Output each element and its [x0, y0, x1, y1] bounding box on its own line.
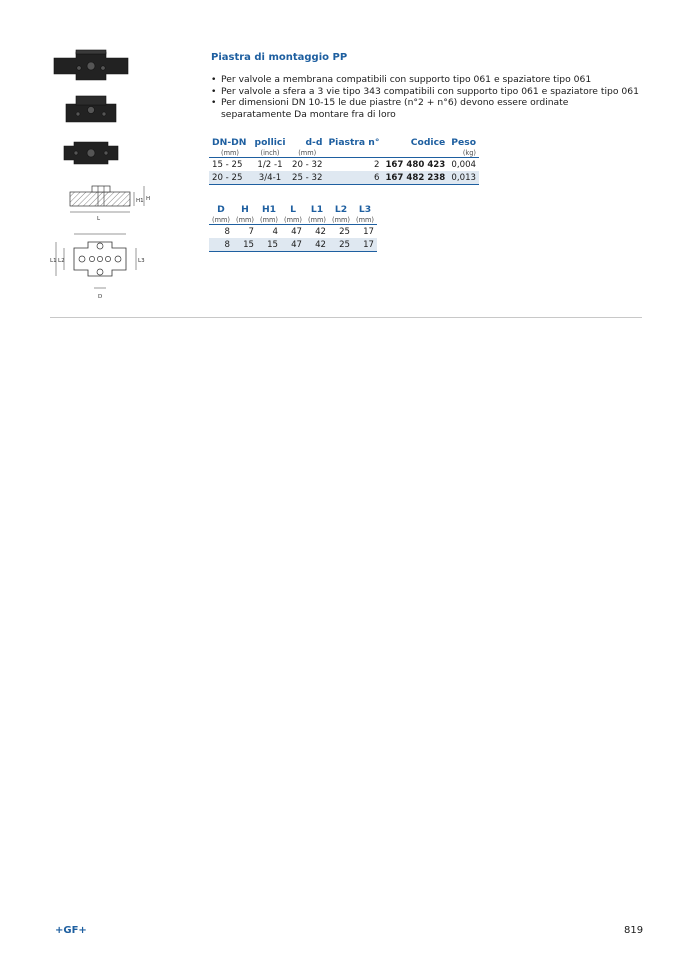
- top-label-l2: L2: [58, 258, 65, 264]
- col-header-dd: d-d: [305, 136, 323, 148]
- page-number: 819: [624, 925, 644, 936]
- cell-piastra: 6: [325, 171, 382, 185]
- unit-cell: (mm): [281, 215, 305, 225]
- col-header-piastra: Piastra n°: [328, 136, 380, 148]
- top-label-l1: L1: [50, 258, 57, 264]
- unit-cell: [382, 148, 448, 158]
- cell-l1: 42: [305, 238, 329, 252]
- feature-item: • Per valvole a sfera a 3 vie tipo 343 compatibili con supporto tipo 061 e spaziatore tipo 061: [211, 86, 641, 98]
- cell-d: 8: [209, 238, 233, 252]
- top-view-drawing: [48, 228, 148, 306]
- cell-peso: 0,013: [448, 171, 479, 185]
- col-header-dn: DN-DN: [212, 136, 247, 148]
- cell-peso: 0,004: [451, 159, 477, 170]
- unit-cell: (mm): [329, 215, 353, 225]
- top-label-d: D: [98, 294, 103, 300]
- cell-h1: 15: [257, 238, 281, 252]
- col-header-l2: L2: [334, 203, 348, 215]
- col-header-peso: Peso: [451, 136, 477, 148]
- col-header-l3: L3: [358, 203, 372, 215]
- dimensions-table: [209, 203, 377, 252]
- unit-cell: (mm): [233, 215, 257, 225]
- section-title: Piastra di montaggio PP: [211, 52, 348, 63]
- section-divider: [50, 317, 642, 318]
- gf-logo: +GF+: [55, 925, 87, 936]
- unit-cell: (kg): [448, 148, 479, 158]
- col-header-d: D: [217, 203, 225, 215]
- col-header-l1: L1: [310, 203, 324, 215]
- feature-list: [211, 74, 641, 120]
- cell-h1: 4: [272, 226, 278, 237]
- top-label-l3: L3: [138, 258, 145, 264]
- col-header-h1: H1: [261, 203, 277, 215]
- col-header-pollici: pollici: [254, 136, 286, 148]
- unit-cell: (mm): [209, 148, 251, 158]
- unit-cell: (mm): [209, 215, 233, 225]
- col-header-h: H: [241, 203, 249, 215]
- cell-dd: 25 - 32: [289, 171, 325, 185]
- cell-codice: 167 482 238: [382, 171, 448, 185]
- side-label-l: L: [97, 216, 101, 222]
- side-label-h: H: [146, 196, 151, 202]
- unit-cell: (mm): [289, 148, 325, 158]
- cell-dn: 15 - 25: [212, 159, 243, 170]
- table-row: [209, 238, 377, 252]
- cell-h: 15: [233, 238, 257, 252]
- table-row: [209, 158, 479, 172]
- cell-codice: 167 480 423: [385, 159, 446, 170]
- cell-dn: 20 - 25: [209, 171, 251, 185]
- side-view-drawing: [60, 178, 160, 226]
- unit-cell: (mm): [305, 215, 329, 225]
- col-header-l: L: [290, 203, 296, 215]
- unit-cell: (inch): [251, 148, 289, 158]
- unit-cell: (mm): [353, 215, 377, 225]
- cell-d: 8: [224, 226, 230, 237]
- cell-l3: 17: [353, 238, 377, 252]
- table-row: [209, 171, 479, 185]
- cell-l2: 25: [339, 226, 350, 237]
- feature-item: • Per dimensioni DN 10-15 le due piastre (n°2 + n°6) devono essere ordinate separatamente Da montare fra di loro: [211, 97, 641, 120]
- ordering-table: [209, 136, 479, 185]
- cell-dd: 20 - 32: [292, 159, 323, 170]
- cell-pollici: 3/4-1: [251, 171, 289, 185]
- table-row: [209, 225, 377, 239]
- cell-l3: 17: [363, 226, 374, 237]
- feature-item: • Per valvole a membrana compatibili con supporto tipo 061 e spaziatore tipo 061: [211, 74, 641, 86]
- unit-cell: [325, 148, 382, 158]
- product-photo: [48, 48, 140, 170]
- cell-h: 7: [248, 226, 254, 237]
- unit-cell: (mm): [257, 215, 281, 225]
- cell-l1: 42: [315, 226, 326, 237]
- col-header-codice: Codice: [410, 136, 446, 148]
- cell-l2: 25: [329, 238, 353, 252]
- cell-l: 47: [291, 226, 302, 237]
- side-label-h1: H1: [136, 198, 144, 204]
- cell-pollici: 1/2 -1: [257, 159, 283, 170]
- cell-l: 47: [281, 238, 305, 252]
- cell-piastra: 2: [373, 159, 380, 170]
